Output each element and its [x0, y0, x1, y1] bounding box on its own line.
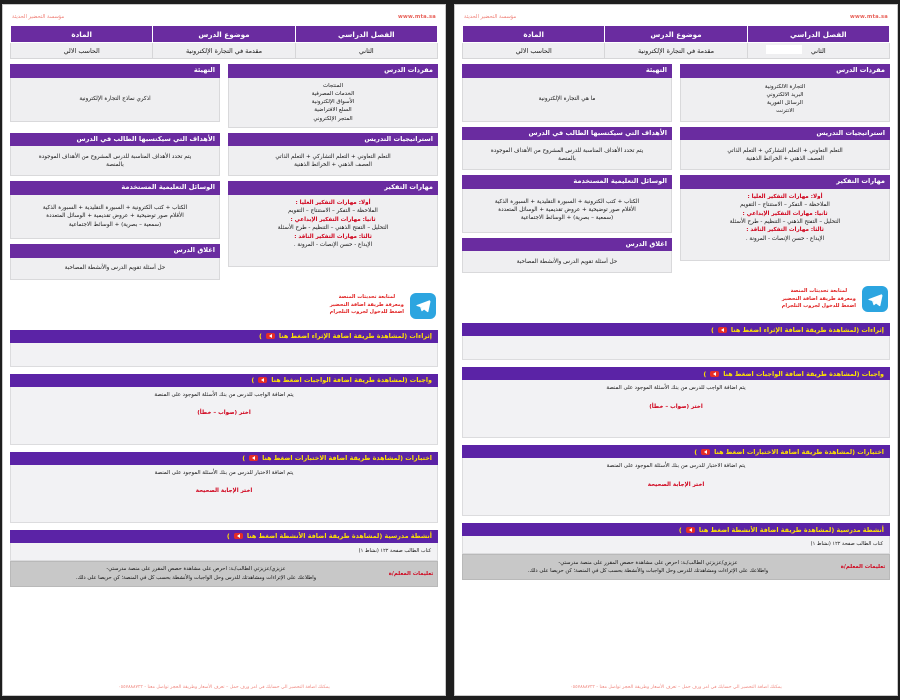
youtube-icon[interactable] [266, 333, 275, 340]
homework-section [10, 374, 438, 445]
enrichment-title: إثراءات (لمشاهدة طريقة اضافة الإثراء اضغط هنا [278, 332, 432, 341]
enrichment-section [462, 323, 890, 360]
strategies-body [680, 140, 890, 170]
thinking-title: مهارات التفكير [680, 175, 890, 189]
telegram-promo-text [782, 288, 856, 311]
media-title: الوسائل التعليمية المستخدمة [462, 175, 672, 189]
telegram-icon[interactable] [862, 286, 888, 312]
vocabulary-title: مفردات الدرس [680, 64, 890, 78]
col-media [462, 175, 672, 273]
teacher-instructions [462, 554, 890, 580]
lesson-plan-page-1 [454, 4, 898, 696]
thinking-subhead: أولا: مهارات التفكير العليا : [747, 193, 823, 200]
row-vocab-warmup [462, 64, 890, 122]
vocabulary-item: المتجر الإلكتروني [313, 115, 353, 122]
vocabulary-list [765, 83, 805, 116]
activities-body: كتاب الطالب صفحة ١٢٢ (نشاط ١) [10, 543, 438, 561]
youtube-icon[interactable] [249, 455, 258, 462]
strategies-title: استراتيجيات التدريس [680, 127, 890, 141]
col-promo [228, 285, 438, 325]
row-strategies-objectives [10, 133, 438, 177]
page-footer: يمكنك اضافة التحضير الي حسابك في امر ورف حمل – تعرف الأسعار وطريقة الحجز تواصل معنا - ٠٥٥٧٨٨٨٧٢٢ [570, 684, 782, 690]
closing-title: اغلاق الدرس [462, 238, 672, 252]
thinking-line: التحليل – التفتح الذهني – التنظيم - طرح الأسئلة [277, 225, 389, 232]
objectives-box [10, 133, 220, 177]
warmup-body: ما هي التجارة الإلكترونية [462, 78, 672, 122]
table-value-row [463, 43, 890, 59]
tests-section [10, 452, 438, 523]
objectives-line: يتم تحدد الأهداف المناسبة للدرس المشروح من الأهداف الموجودة [490, 147, 644, 154]
col-promo-spacer [10, 285, 220, 325]
thinking-subhead: ثانيا: مهارات التفكير الإبداعي : [290, 216, 376, 223]
closing-box [462, 238, 672, 274]
table-header-row [11, 26, 438, 43]
table-header-row [463, 26, 890, 43]
thinking-line: الإبداع - حسن الإنصات - المرونة . [745, 235, 825, 242]
enrichment-banner[interactable] [10, 330, 438, 343]
homework-section [462, 367, 890, 438]
col-thinking [680, 175, 890, 273]
vocabulary-item: التجارة الالكترونية [764, 83, 806, 90]
col-vocabulary [680, 64, 890, 122]
vocabulary-box [680, 64, 890, 122]
media-line: (سمعية – بصرية) + الوسائط الاجتماعية [68, 221, 162, 228]
objectives-title: الأهداف التي سيكتسبها الطالب في الدرس [462, 127, 672, 141]
activities-section [10, 530, 438, 587]
row-vocab-warmup [10, 64, 438, 128]
homework-paren: ) [703, 369, 707, 378]
col-media [10, 181, 220, 279]
activities-title: أنشطة مدرسية (لمشاهدة طريقة اضافة الأنشطة اضغط هنا [698, 525, 884, 534]
thinking-line: الإبداع - حسن الإنصات - المرونة . [293, 241, 373, 248]
col-vocabulary [228, 64, 438, 128]
homework-banner[interactable] [10, 374, 438, 387]
media-box [10, 181, 220, 239]
media-line: الأقلام صور توضيحية + عروض تقديمية + الوسائل المتعددة [46, 213, 184, 220]
youtube-icon[interactable] [258, 377, 267, 384]
media-body [462, 189, 672, 233]
vocabulary-item: الانترنت [776, 108, 794, 115]
thinking-title: مهارات التفكير [228, 181, 438, 195]
activities-title: أنشطة مدرسية (لمشاهدة طريقة اضافة الأنشطة اضغط هنا [246, 532, 432, 541]
row-promo [462, 278, 890, 318]
vocabulary-body [228, 78, 438, 128]
objectives-body [10, 146, 220, 176]
row-thinking-media [10, 181, 438, 279]
telegram-icon[interactable] [410, 293, 436, 319]
value-lesson-topic: مقدمة في التجارة الإلكترونية [153, 43, 295, 59]
closing-body: حل أسئلة تقويم الدرس والأنشطة المصاحبة [10, 258, 220, 280]
value-lesson-topic: مقدمة في التجارة الإلكترونية [605, 43, 747, 59]
media-body [10, 195, 220, 239]
homework-paren: ) [251, 376, 255, 385]
media-line: (سمعية – بصرية) + الوسائط الاجتماعية [520, 215, 614, 222]
header-term: الفصل الدراسي [747, 26, 889, 43]
col-strategies [680, 127, 890, 171]
col-promo [680, 278, 890, 318]
thinking-subhead: أولا: مهارات التفكير العليا : [295, 199, 371, 206]
instructions-line: واطلاعك على الإثراءات ومشاهدتك للدرس وحل الواجبات والأنشطة بحسب كل في المنصة؛ كن حريصا على ذلك. [75, 574, 317, 581]
activities-banner[interactable] [462, 523, 890, 536]
row-strategies-objectives [462, 127, 890, 171]
promo-line: ومعرفة طريقة اضافة التحضير [781, 295, 856, 302]
col-objectives [462, 127, 672, 171]
col-promo-spacer [462, 278, 672, 318]
header-term: الفصل الدراسي [295, 26, 437, 43]
strategies-line: التعلم التعاوني + التعلم التشاركي + التعلم الذاتي [275, 153, 391, 160]
objectives-body [462, 140, 672, 170]
header-subject: المادة [463, 26, 605, 43]
activities-banner[interactable] [10, 530, 438, 543]
activities-paren: ) [226, 532, 230, 541]
tests-text: يتم اضافة الاختبار للدرس من بنك الأسئلة الموجود على المنصة [606, 463, 746, 470]
col-strategies [228, 133, 438, 177]
header-lesson-topic: موضوع الدرس [605, 26, 747, 43]
tests-paren: ) [242, 454, 246, 463]
media-box [462, 175, 672, 233]
telegram-promo[interactable] [228, 285, 438, 325]
vocabulary-item: الخدمات المصرفية [311, 90, 355, 97]
value-term-text: الثاني [810, 46, 826, 55]
strategies-title: استراتيجيات التدريس [228, 133, 438, 147]
youtube-icon[interactable] [718, 327, 727, 334]
homework-body [462, 380, 890, 438]
teacher-instructions [10, 561, 438, 587]
homework-title: واجبات (لمشاهدة طريقة اضافة الواجبات اضغط هنا [271, 376, 432, 385]
page-footer: يمكنك اضافة التحضير الي حسابك في امر ورف حمل – تعرف الأسعار وطريقة الحجز تواصل معنا - ٠٥٥٧٨٨٨٧٢٢ [118, 684, 330, 690]
tests-banner[interactable] [462, 445, 890, 458]
homework-note: اختر (صواب – خطأ) [197, 410, 251, 417]
homework-text: يتم اضافة الواجب للدرس من بنك الأسئلة الموجود على المنصة [606, 385, 746, 392]
strategies-body [228, 146, 438, 176]
tests-paren: ) [694, 447, 698, 456]
tests-body [462, 458, 890, 516]
promo-line: اضغط للدخول لجروب التلجرام [781, 303, 856, 310]
lesson-info-table [462, 25, 890, 59]
thinking-subhead: ثالثا: مهارات التفكير الناقد : [746, 227, 824, 234]
promo-line: لمتابعة تحديثات المنصة [790, 288, 848, 295]
page-topbar [462, 10, 890, 23]
activities-body: كتاب الطالب صفحة ١٢٢ (نشاط ١) [462, 536, 890, 554]
thinking-subhead: ثانيا: مهارات التفكير الإبداعي : [742, 210, 828, 217]
enrichment-paren: ) [710, 325, 714, 334]
instructions-line: واطلاعك على الإثراءات ومشاهدتك للدرس وحل الواجبات والأنشطة بحسب كل في المنصة؛ كن حريصا على ذلك. [527, 568, 769, 575]
vocabulary-box [228, 64, 438, 128]
warmup-title: التهيئة [462, 64, 672, 78]
header-subject: المادة [11, 26, 153, 43]
blank-strip [766, 45, 802, 54]
warmup-box [10, 64, 220, 122]
strategies-line: العصف الذهني + الخرائط الذهنية [746, 155, 824, 162]
thinking-line: التحليل – التفتح الذهني – التنظيم - طرح الأسئلة [729, 218, 841, 225]
objectives-title: الأهداف التي سيكتسبها الطالب في الدرس [10, 133, 220, 147]
youtube-icon[interactable] [701, 449, 710, 456]
youtube-icon[interactable] [710, 371, 719, 378]
promo-line: ومعرفة طريقة اضافة التحضير [329, 301, 404, 308]
enrichment-body [10, 343, 438, 367]
col-objectives [10, 133, 220, 177]
site-url[interactable]: www.mta.sa [398, 13, 436, 20]
tests-title: اختبارات (لمشاهدة طريقة اضافة الاختبارات اضغط هنا [714, 447, 884, 456]
vocabulary-item: الأسواق الإلكترونية [311, 99, 355, 106]
row-thinking-media [462, 175, 890, 273]
homework-title: واجبات (لمشاهدة طريقة اضافة الواجبات اضغط هنا [723, 369, 884, 378]
tests-text: يتم اضافة الاختبار للدرس من بنك الأسئلة الموجود على المنصة [154, 469, 294, 476]
youtube-icon[interactable] [234, 533, 243, 540]
thinking-line: الملاحظة – التفكر – الاستنتاج – التقويم [288, 208, 378, 215]
enrichment-banner[interactable] [462, 323, 890, 336]
vocabulary-body [680, 78, 890, 122]
organization-name: مؤسسة التحضير الحديثة [12, 13, 65, 20]
objectives-line: بالمنصة [558, 155, 576, 162]
vocabulary-item: السلع الافتراضية [314, 107, 352, 114]
col-warmup [462, 64, 672, 122]
thinking-box [680, 175, 890, 261]
tests-note: اختر الإجابة الصحيحة [647, 481, 705, 488]
table-value-row [11, 43, 438, 59]
objectives-line: يتم تحدد الأهداف المناسبة للدرس المشروح من الأهداف الموجودة [38, 153, 192, 160]
promo-line: لمتابعة تحديثات المنصة [338, 294, 396, 301]
vocabulary-title: مفردات الدرس [228, 64, 438, 78]
site-url[interactable]: www.mta.sa [850, 13, 888, 20]
tests-banner[interactable] [10, 452, 438, 465]
warmup-title: التهيئة [10, 64, 220, 78]
activities-section [462, 523, 890, 580]
thinking-box [228, 181, 438, 267]
homework-banner[interactable] [462, 367, 890, 380]
enrichment-paren: ) [258, 332, 262, 341]
warmup-body: اذكري نماذج التجارة الإلكترونية [10, 78, 220, 122]
media-line: الكتاب + كتب الكترونية + السبورة التقليدية + السبورة الذكية [42, 205, 188, 212]
tests-body [10, 465, 438, 523]
promo-line: اضغط للدخول لجروب التلجرام [329, 309, 404, 316]
lesson-info-table [10, 25, 438, 59]
value-term: الثاني [295, 43, 437, 59]
youtube-icon[interactable] [686, 527, 695, 534]
homework-text: يتم اضافة الواجب للدرس من بنك الأسئلة الموجود على المنصة [154, 391, 294, 398]
strategies-line: التعلم التعاوني + التعلم التشاركي + التعلم الذاتي [727, 147, 843, 154]
row-promo [10, 285, 438, 325]
strategies-box [228, 133, 438, 177]
instructions-text [463, 555, 837, 579]
homework-body [10, 387, 438, 445]
vocabulary-item: البريد الالكتروني [766, 91, 804, 98]
closing-body: حل أسئلة تقويم الدرس والأنشطة المصاحبة [462, 251, 672, 273]
value-term [747, 43, 889, 59]
instructions-line: عزيزي/عزيزتي الطالب/ـة: احرص على مشاهدة حصص المقرر على منصة مدرستي- [106, 566, 286, 573]
activities-paren: ) [678, 525, 682, 534]
strategies-line: العصف الذهني + الخرائط الذهنية [294, 161, 372, 168]
lesson-plan-page-2 [2, 4, 446, 696]
objectives-box [462, 127, 672, 171]
tests-note: اختر الإجابة الصحيحة [195, 488, 253, 495]
col-warmup [10, 64, 220, 128]
closing-box [10, 244, 220, 280]
telegram-promo-text [330, 294, 404, 317]
telegram-promo[interactable] [680, 278, 890, 318]
media-line: الأقلام صور توضيحية + عروض تقديمية + الوسائل المتعددة [498, 207, 636, 214]
tests-title: اختبارات (لمشاهدة طريقة اضافة الاختبارات اضغط هنا [262, 454, 432, 463]
closing-title: اغلاق الدرس [10, 244, 220, 258]
media-line: الكتاب + كتب الكترونية + السبورة التقليدية + السبورة الذكية [494, 199, 640, 206]
thinking-body [228, 195, 438, 267]
value-subject: الحاسب الالي [11, 43, 153, 59]
vocabulary-list [312, 82, 355, 123]
page-topbar [10, 10, 438, 23]
col-thinking [228, 181, 438, 279]
media-title: الوسائل التعليمية المستخدمة [10, 181, 220, 195]
thinking-body [680, 189, 890, 261]
instructions-line: عزيزي/عزيزتي الطالب/ـة: احرص على مشاهدة حصص المقرر على منصة مدرستي- [558, 560, 738, 566]
header-lesson-topic: موضوع الدرس [153, 26, 295, 43]
objectives-line: بالمنصة [106, 161, 124, 168]
vocabulary-item: الرسائل الفورية [767, 100, 803, 107]
strategies-box [680, 127, 890, 171]
value-subject: الحاسب الالي [463, 43, 605, 59]
instructions-label: تعليمات المعلم/ة [840, 564, 886, 571]
instructions-label: تعليمات المعلم/ة [388, 570, 434, 577]
enrichment-title: إثراءات (لمشاهدة طريقة اضافة الإثراء اضغط هنا [730, 325, 884, 334]
enrichment-body [462, 336, 890, 360]
homework-note: اختر (صواب – خطأ) [649, 403, 703, 410]
enrichment-section [10, 330, 438, 367]
vocabulary-item: المنتجات [322, 82, 344, 89]
organization-name: مؤسسة التحضير الحديثة [464, 13, 517, 20]
thinking-subhead: ثالثا: مهارات التفكير الناقد : [294, 233, 372, 240]
tests-section [462, 445, 890, 516]
instructions-text [11, 562, 385, 586]
warmup-box [462, 64, 672, 122]
thinking-line: الملاحظة – التفكر – الاستنتاج – التقويم [740, 202, 830, 209]
